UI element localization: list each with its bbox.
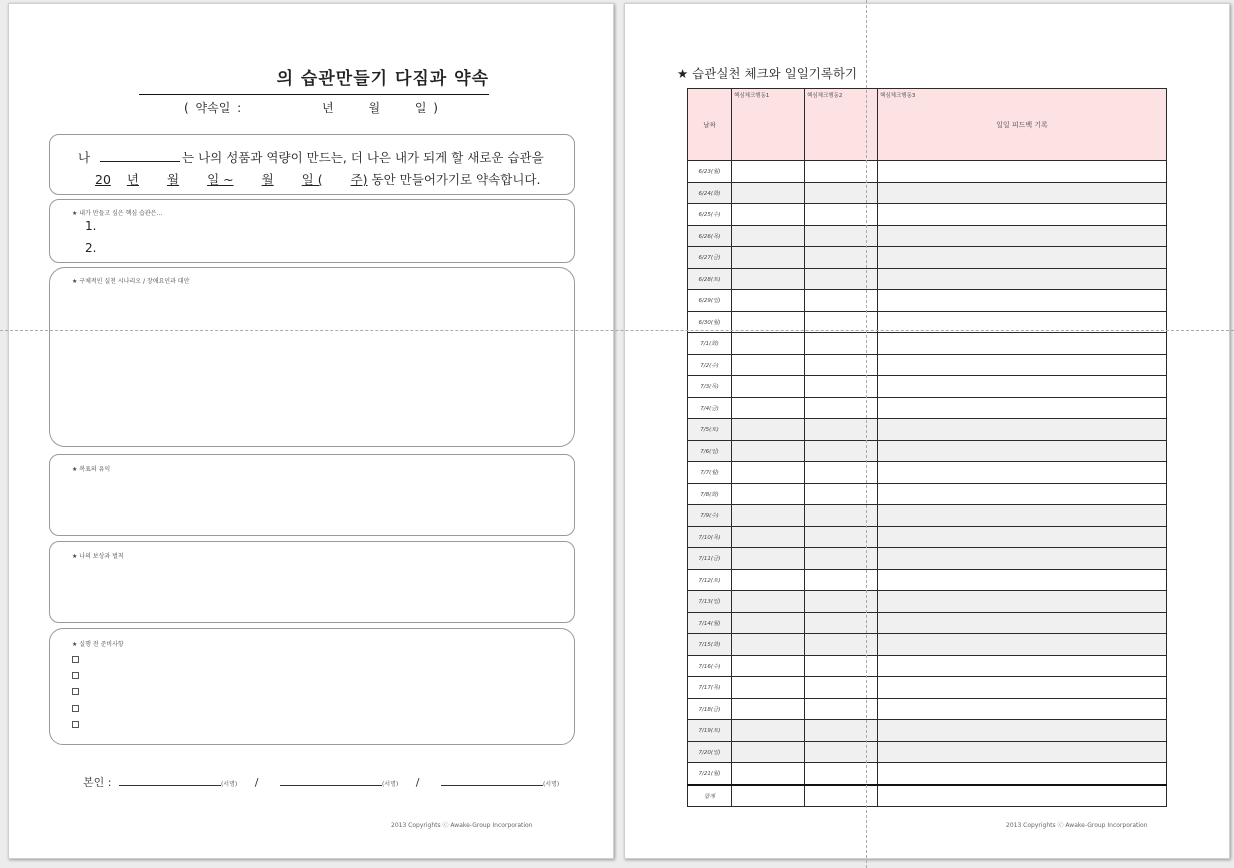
pledge-tail: 동안 만들어가기로 약속합니다. xyxy=(371,172,541,187)
date-cell: 7/17(목) xyxy=(688,677,732,699)
habit-item-2: 2. xyxy=(85,241,97,255)
pledge-day-2: 일 ( xyxy=(301,172,323,187)
pledge-line-1 xyxy=(78,148,544,166)
log-title: ★ 습관실천 체크와 일일기록하기 xyxy=(677,66,858,81)
habit1-check-cell[interactable] xyxy=(732,204,805,226)
checkbox-2[interactable] xyxy=(72,672,79,679)
table-row xyxy=(688,612,1167,634)
habit1-check-cell[interactable] xyxy=(732,634,805,656)
total-label: 합계 xyxy=(688,785,732,807)
pledge-page xyxy=(8,3,614,859)
habit1-check-cell[interactable] xyxy=(732,591,805,613)
signature-slash-2: / xyxy=(415,776,420,789)
pledge-month: 월 xyxy=(166,172,180,187)
prep-label: ★ 실행 전 준비사항 xyxy=(72,641,124,648)
signature-blank-3[interactable] xyxy=(441,775,543,786)
feedback-cell[interactable] xyxy=(878,225,1167,247)
feedback-cell[interactable] xyxy=(878,741,1167,763)
date-cell: 7/13(일) xyxy=(688,591,732,613)
habit1-check-cell[interactable] xyxy=(732,247,805,269)
habit1-check-cell[interactable] xyxy=(732,419,805,441)
fold-guide-vertical xyxy=(866,0,867,868)
date-cell: 7/20(일) xyxy=(688,741,732,763)
pledge-prefix: 나 xyxy=(78,150,91,165)
habits-label: ★ 내가 만들고 싶은 핵심 습관은… xyxy=(72,210,163,217)
feedback-cell[interactable] xyxy=(878,182,1167,204)
date-cell: 7/11(금) xyxy=(688,548,732,570)
promise-date-label: ( 약속일 : xyxy=(184,101,242,115)
table-row xyxy=(688,161,1167,183)
log-body xyxy=(688,161,1167,807)
table-row xyxy=(688,333,1167,355)
promise-day: 일 ) xyxy=(414,101,438,115)
feedback-cell[interactable] xyxy=(878,655,1167,677)
habit3-header-label: 핵심체크행동3 xyxy=(880,93,916,99)
date-cell: 6/28(토) xyxy=(688,268,732,290)
habit1-check-cell[interactable] xyxy=(732,462,805,484)
feedback-cell[interactable] xyxy=(878,548,1167,570)
date-cell: 7/1(화) xyxy=(688,333,732,355)
habit1-check-cell[interactable] xyxy=(732,698,805,720)
pledge-line-2 xyxy=(95,170,540,188)
feedback-cell[interactable] xyxy=(878,612,1167,634)
checkbox-5[interactable] xyxy=(72,721,79,728)
pledge-year-prefix: 20 xyxy=(95,172,111,187)
habit1-check-cell[interactable] xyxy=(732,741,805,763)
table-row xyxy=(688,505,1167,527)
table-row xyxy=(688,763,1167,785)
table-row xyxy=(688,440,1167,462)
table-row xyxy=(688,677,1167,699)
scenario-box[interactable] xyxy=(49,267,575,447)
pledge-year: 년 xyxy=(126,172,139,187)
table-row xyxy=(688,354,1167,376)
pledge-week: 주) xyxy=(350,172,368,187)
date-cell: 7/2(수) xyxy=(688,354,732,376)
habit1-check-cell[interactable] xyxy=(732,225,805,247)
habit-log-page xyxy=(624,3,1230,859)
date-cell: 7/7(월) xyxy=(688,462,732,484)
feedback-cell[interactable] xyxy=(878,483,1167,505)
feedback-cell[interactable] xyxy=(878,591,1167,613)
feedback-cell[interactable] xyxy=(878,290,1167,312)
table-row xyxy=(688,376,1167,398)
signature-label: 본인 : xyxy=(83,776,112,789)
fold-guide-horizontal xyxy=(0,330,1234,331)
habit1-check-cell[interactable] xyxy=(732,397,805,419)
habit1-check-cell[interactable] xyxy=(732,569,805,591)
habit1-header xyxy=(732,89,805,161)
table-row xyxy=(688,268,1167,290)
total-row xyxy=(688,785,1167,807)
feedback-cell[interactable] xyxy=(878,569,1167,591)
table-row xyxy=(688,182,1167,204)
feedback-cell[interactable] xyxy=(878,333,1167,355)
signature-suffix-2: (서명) xyxy=(381,781,399,788)
habit1-check-cell[interactable] xyxy=(732,290,805,312)
date-cell: 6/25(수) xyxy=(688,204,732,226)
table-row xyxy=(688,634,1167,656)
reward-label: ★ 나의 보상과 벌칙 xyxy=(72,553,124,560)
table-row xyxy=(688,204,1167,226)
table-header-row xyxy=(688,89,1167,161)
pledge-suffix: 는 나의 성품과 역량이 만드는, 더 나은 내가 되게 할 새로운 습관을 xyxy=(182,150,544,165)
habit1-check-cell[interactable] xyxy=(732,440,805,462)
signature-row xyxy=(83,774,569,790)
promise-date xyxy=(9,99,613,116)
signature-suffix-1: (서명) xyxy=(220,781,238,788)
habit1-check-cell[interactable] xyxy=(732,268,805,290)
signature-blank-2[interactable] xyxy=(280,775,382,786)
habit-log-table xyxy=(687,88,1167,807)
signature-slash-1: / xyxy=(254,776,259,789)
benefit-box[interactable] xyxy=(49,454,575,536)
date-cell: 7/16(수) xyxy=(688,655,732,677)
feedback-cell[interactable] xyxy=(878,161,1167,183)
table-row xyxy=(688,397,1167,419)
date-cell: 7/3(목) xyxy=(688,376,732,398)
habit1-check-cell[interactable] xyxy=(732,161,805,183)
date-cell: 6/27(금) xyxy=(688,247,732,269)
table-row xyxy=(688,225,1167,247)
habit1-check-cell[interactable] xyxy=(732,548,805,570)
table-row xyxy=(688,655,1167,677)
prep-box xyxy=(49,628,575,745)
table-row xyxy=(688,290,1167,312)
table-row xyxy=(688,247,1167,269)
date-cell: 6/29(일) xyxy=(688,290,732,312)
feedback-header-label: 일일 피드백 기록 xyxy=(996,121,1048,129)
table-row xyxy=(688,526,1167,548)
habit1-check-cell[interactable] xyxy=(732,763,805,785)
feedback-cell[interactable] xyxy=(878,376,1167,398)
feedback-cell[interactable] xyxy=(878,247,1167,269)
habit2-header-label: 핵심체크행동2 xyxy=(807,93,843,99)
table-row xyxy=(688,548,1167,570)
date-cell: 7/5(토) xyxy=(688,419,732,441)
feedback-cell[interactable] xyxy=(878,763,1167,785)
habit1-check-cell[interactable] xyxy=(732,612,805,634)
habits-box[interactable] xyxy=(49,199,575,263)
date-cell: 7/21(월) xyxy=(688,763,732,785)
habit1-check-cell[interactable] xyxy=(732,655,805,677)
total-cell[interactable] xyxy=(732,785,805,807)
checkbox-3[interactable] xyxy=(72,688,79,695)
signature-blank-1[interactable] xyxy=(119,775,221,786)
date-cell: 7/6(일) xyxy=(688,440,732,462)
table-row xyxy=(688,569,1167,591)
date-cell: 7/14(월) xyxy=(688,612,732,634)
table-row xyxy=(688,483,1167,505)
date-header: 날짜 xyxy=(688,89,732,161)
table-row xyxy=(688,698,1167,720)
date-cell: 6/23(월) xyxy=(688,161,732,183)
copyright-right: 2013 Copyrights ⓒ Awake-Group Incorporation xyxy=(1006,822,1148,829)
date-cell: 7/15(화) xyxy=(688,634,732,656)
habit1-check-cell[interactable] xyxy=(732,483,805,505)
habit-item-1: 1. xyxy=(85,219,97,233)
feedback-cell[interactable] xyxy=(878,698,1167,720)
pledge-box xyxy=(49,134,575,195)
date-cell: 7/4(금) xyxy=(688,397,732,419)
habit1-check-cell[interactable] xyxy=(732,354,805,376)
habit1-check-cell[interactable] xyxy=(732,333,805,355)
date-cell: 7/8(화) xyxy=(688,483,732,505)
name-blank[interactable] xyxy=(100,149,180,162)
feedback-cell[interactable] xyxy=(878,268,1167,290)
checkbox-1[interactable] xyxy=(72,656,79,663)
table-row xyxy=(688,419,1167,441)
date-cell: 6/26(목) xyxy=(688,225,732,247)
reward-box[interactable] xyxy=(49,541,575,623)
feedback-cell[interactable] xyxy=(878,440,1167,462)
feedback-cell[interactable] xyxy=(878,419,1167,441)
feedback-cell[interactable] xyxy=(878,462,1167,484)
table-row xyxy=(688,591,1167,613)
habit1-header-label: 핵심체크행동1 xyxy=(734,93,770,99)
table-row xyxy=(688,462,1167,484)
date-cell: 6/24(화) xyxy=(688,182,732,204)
table-row xyxy=(688,720,1167,742)
feedback-cell[interactable] xyxy=(878,720,1167,742)
feedback-cell[interactable] xyxy=(878,354,1167,376)
habit1-check-cell[interactable] xyxy=(732,505,805,527)
promise-year: 년 xyxy=(322,101,334,115)
feedback-cell[interactable] xyxy=(878,526,1167,548)
pledge-month-2: 월 xyxy=(261,172,274,187)
habit1-check-cell[interactable] xyxy=(732,376,805,398)
total-cell[interactable] xyxy=(878,785,1167,807)
feedback-header xyxy=(878,89,1167,161)
scenario-label: ★ 구체적인 실천 시나리오 / 장애요인과 대안 xyxy=(72,278,190,285)
promise-month: 월 xyxy=(368,101,381,115)
habit1-check-cell[interactable] xyxy=(732,182,805,204)
feedback-cell[interactable] xyxy=(878,505,1167,527)
date-cell: 7/19(토) xyxy=(688,720,732,742)
feedback-cell[interactable] xyxy=(878,204,1167,226)
title-row xyxy=(139,62,489,95)
feedback-cell[interactable] xyxy=(878,677,1167,699)
table-row xyxy=(688,741,1167,763)
date-cell: 7/12(토) xyxy=(688,569,732,591)
date-cell: 7/10(목) xyxy=(688,526,732,548)
habit1-check-cell[interactable] xyxy=(732,720,805,742)
date-cell: 7/18(금) xyxy=(688,698,732,720)
copyright-left: 2013 Copyrights ⓒ Awake-Group Incorporation xyxy=(391,822,533,829)
habit1-check-cell[interactable] xyxy=(732,677,805,699)
checkbox-4[interactable] xyxy=(72,705,79,712)
benefit-label: ★ 복표의 유익 xyxy=(72,466,111,473)
page-title: 의 습관만들기 다짐과 약속 xyxy=(276,69,489,89)
feedback-cell[interactable] xyxy=(878,397,1167,419)
habit1-check-cell[interactable] xyxy=(732,526,805,548)
signature-suffix-3: (서명) xyxy=(542,781,560,788)
feedback-cell[interactable] xyxy=(878,634,1167,656)
date-cell: 6/30(월) xyxy=(688,311,732,333)
pledge-day: 일 ~ xyxy=(207,172,234,187)
date-cell: 7/9(수) xyxy=(688,505,732,527)
